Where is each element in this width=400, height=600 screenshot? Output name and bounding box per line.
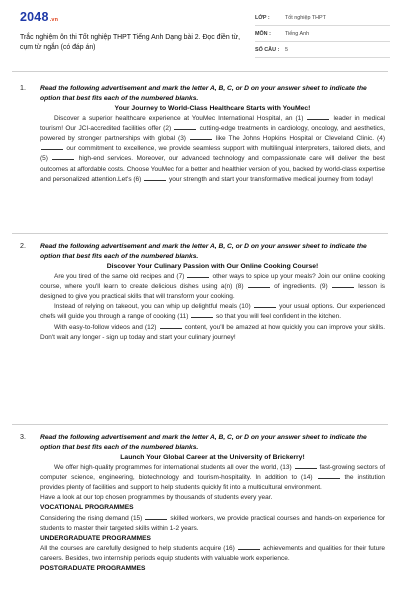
- answer-blank[interactable]: [318, 473, 340, 479]
- passage-text: your strength and start your transformative medical journey from today!: [168, 175, 374, 183]
- passage-text: your usual options. Our experienced chefs will guide you through a range of cooking (11): [40, 303, 385, 321]
- passage-text: Discover a superior healthcare experience at YouMec International Hospital, an (1): [54, 115, 304, 123]
- passage-text: Are you tired of the same old recipes and (7): [54, 273, 185, 281]
- question-passage: [40, 104, 385, 185]
- section-subheading: UNDERGRADUATE PROGRAMMES: [40, 534, 151, 542]
- passage-paragraph: Have a look at our top chosen programmes by thousands of students every year.: [40, 494, 273, 502]
- passage-text: All the courses are carefully designed to help students acquire (16): [40, 544, 235, 552]
- answer-blank[interactable]: [332, 282, 354, 288]
- meta-value: Tiếng Anh: [285, 31, 310, 37]
- passage-text: lesson is designed to give you practical skills that will transform your cooking.: [40, 283, 386, 301]
- logo-main: 2048: [20, 10, 49, 24]
- answer-blank[interactable]: [295, 463, 317, 469]
- answer-blank[interactable]: [248, 282, 270, 288]
- meta-key: LỚP :: [255, 15, 270, 21]
- passage-text: We offer high-quality programmes for international students all over the world, (13): [54, 464, 292, 472]
- passage-paragraph: [40, 302, 385, 322]
- passage-paragraph: [40, 323, 385, 343]
- logo-sub: .vn: [49, 17, 59, 23]
- question-instruction: Read the following advertisement and mark the letter A, B, C, or D on your answer sheet to indicate the option that best fits each of the numbered blanks.: [40, 434, 367, 451]
- meta-key: SỐ CÂU :: [255, 47, 280, 53]
- meta-row-subject: [255, 26, 390, 42]
- answer-blank[interactable]: [144, 175, 166, 181]
- passage-paragraph: [40, 514, 385, 534]
- answer-blank[interactable]: [174, 124, 196, 130]
- meta-value: Tốt nghiệp THPT: [285, 15, 326, 21]
- passage-heading: Discover Your Culinary Passion with Our Online Cooking Course!: [106, 263, 319, 270]
- passage-text: other ways to spice up your meals? Join our online cooking course, where you'll learn to create delicious dishes using a(n) (8): [40, 273, 385, 291]
- passage-text: cutting-edge treatments in cardiology, oncology, and aesthetics, powered by stronger partnerships with global (3): [40, 125, 385, 143]
- passage-text: With easy-to-follow videos and (12): [54, 323, 157, 331]
- question-passage: [40, 453, 385, 574]
- page-header: [0, 0, 400, 70]
- answer-blank[interactable]: [145, 514, 167, 520]
- passage-text: Instead of relying on takeout, you can whip up delightful meals (10): [54, 303, 251, 311]
- passage-paragraph: [40, 114, 385, 185]
- passage-paragraph: [40, 463, 385, 493]
- passage-heading: Your Journey to World-Class Healthcare Starts with YouMec!: [114, 105, 311, 112]
- question-number: 2.: [20, 242, 26, 250]
- question-number: 1.: [20, 84, 26, 92]
- passage-text: leader in medical tourism! Our JCI-accredited facilities offer (2): [40, 115, 385, 133]
- header-divider: [12, 71, 388, 72]
- passage-paragraph: [40, 272, 385, 302]
- meta-table: [255, 10, 390, 58]
- answer-blank[interactable]: [160, 323, 182, 329]
- answer-blank[interactable]: [190, 134, 212, 140]
- question-divider: [12, 424, 388, 425]
- passage-text: so that you will feel confident in the kitchen.: [216, 313, 342, 321]
- passage-text: fast-growing sectors of computer science, engineering, biotechnology and tourism-hospitality. In addition to (14): [40, 464, 386, 482]
- question-divider: [12, 233, 388, 234]
- section-subheading: VOCATIONAL PROGRAMMES: [40, 504, 134, 512]
- meta-row-class: [255, 10, 390, 26]
- passage-text: skilled workers, we provide practical courses and hands-on experience for students to master their targeted skills within 1-2 years.: [40, 514, 385, 532]
- answer-blank[interactable]: [238, 544, 260, 550]
- meta-row-count: [255, 42, 390, 58]
- question-number: 3.: [20, 433, 26, 441]
- document-title: Trắc nghiệm ôn thi Tốt nghiệp THPT Tiếng Anh Dạng bài 2. Đọc điền từ, cụm từ ngắn (có đáp án): [20, 34, 241, 51]
- answer-blank[interactable]: [52, 154, 74, 160]
- passage-text: content, you'll be amazed at how quickly you can improve your skills. Don't wait any longer - sign up today and start your culinary journey!: [40, 323, 385, 341]
- meta-value: 5: [285, 47, 288, 53]
- passage-text: high-end services. Moreover, our advanced technology and compassionate care will deliver the best outcomes at affordable costs. Choose YouMec for a better and healthier version of you, backed by world-class expertise and personalized attention.Let's (6): [40, 155, 385, 183]
- site-logo[interactable]: [20, 10, 58, 24]
- question-passage: [40, 262, 385, 343]
- passage-paragraph: [40, 544, 385, 564]
- answer-blank[interactable]: [41, 144, 63, 150]
- passage-text: Considering the rising demand (15): [40, 514, 143, 522]
- passage-heading: Launch Your Global Career at the University of Brickerry!: [120, 454, 305, 461]
- passage-text: achievements and qualities for their future careers. Besides, two internship periods equip students with valuable work experience.: [40, 544, 385, 562]
- passage-text: like The Johns Hopkins Hospital or Cleveland Clinic. (4): [215, 135, 385, 143]
- meta-key: MÔN :: [255, 31, 271, 37]
- passage-text: of ingredients. (9): [274, 283, 328, 291]
- passage-text: our commitment to excellence, we provide seamless support with multilingual interpreters, tailored diets, and (5): [40, 145, 385, 163]
- answer-blank[interactable]: [254, 302, 276, 308]
- passage-text: the institution provides plenty of facilities and support to help students quickly fit into a multicultural environment.: [40, 474, 385, 492]
- question-instruction: Read the following advertisement and mark the letter A, B, C, or D on your answer sheet to indicate the option that best fits each of the numbered blanks.: [40, 243, 367, 260]
- answer-blank[interactable]: [187, 272, 209, 278]
- section-subheading: POSTGRADUATE PROGRAMMES: [40, 565, 146, 573]
- question-instruction: Read the following advertisement and mark the letter A, B, C, or D on your answer sheet to indicate the option that best fits each of the numbered blanks.: [40, 85, 367, 102]
- answer-blank[interactable]: [307, 114, 329, 120]
- answer-blank[interactable]: [191, 312, 213, 318]
